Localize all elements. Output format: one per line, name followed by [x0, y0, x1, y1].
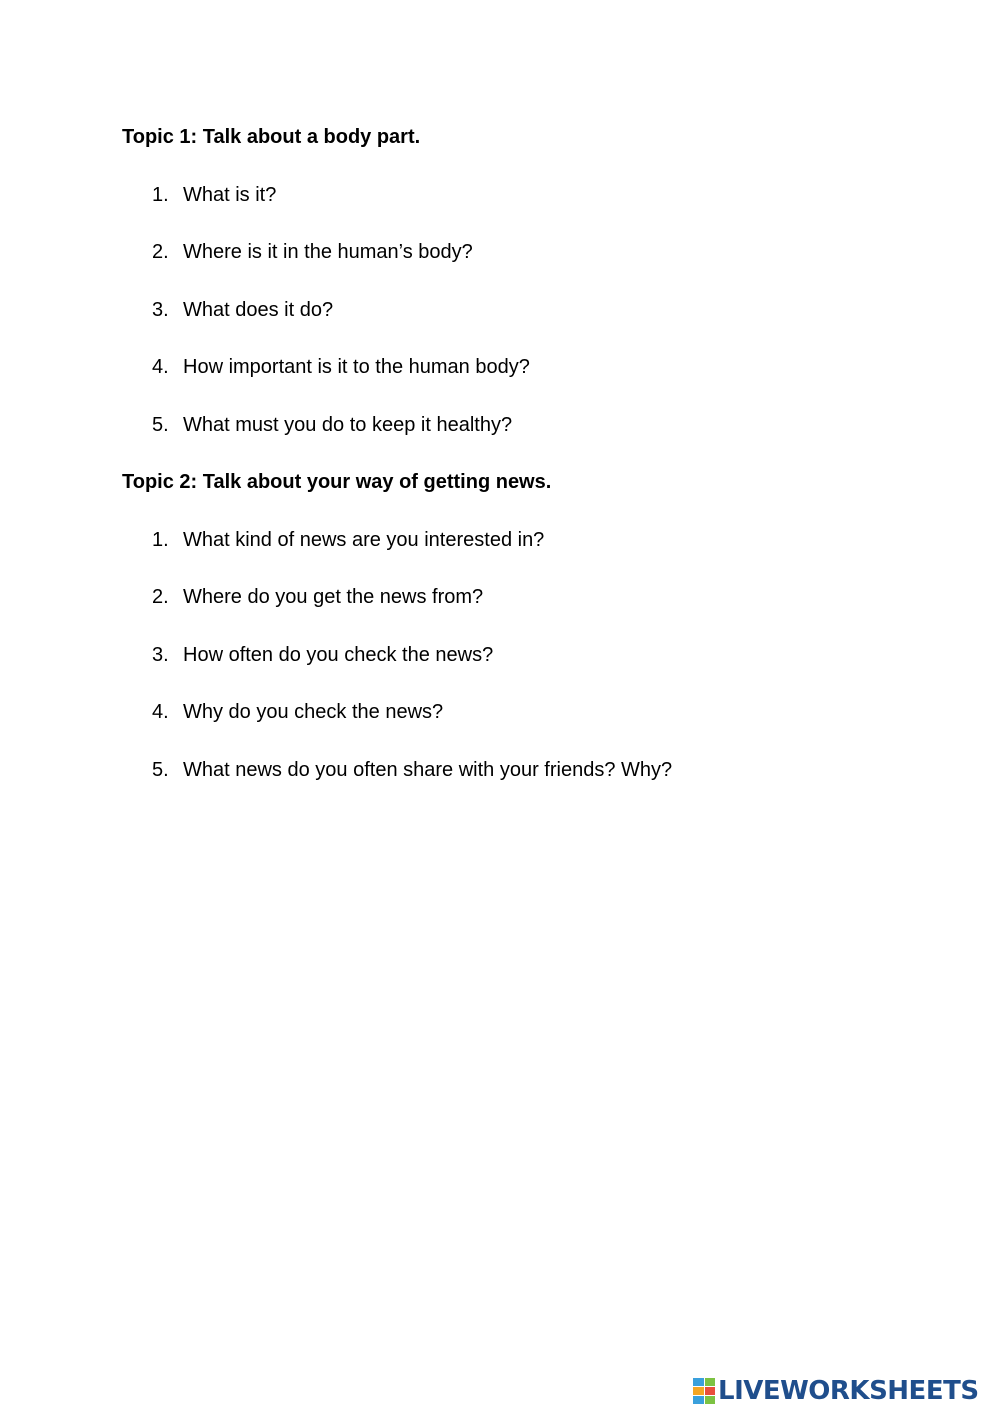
logo-mark-cell [693, 1387, 704, 1395]
logo-mark-icon [693, 1378, 715, 1404]
question-text: How often do you check the news? [183, 644, 494, 666]
question-text: What must you do to keep it healthy? [183, 414, 513, 436]
question-number: 5. [152, 759, 169, 781]
question-number: 2. [152, 586, 169, 608]
topic-2-question-1 [152, 528, 544, 552]
topic-1-question-4 [152, 355, 530, 379]
topic-1-question-1 [152, 183, 276, 207]
question-number: 1. [152, 184, 169, 206]
question-text: Where is it in the human’s body? [183, 241, 473, 263]
question-text: Where do you get the news from? [183, 586, 484, 608]
question-number: 1. [152, 529, 169, 551]
question-number: 5. [152, 414, 169, 436]
topic-1-question-5 [152, 413, 512, 437]
topic-2-question-5 [152, 758, 672, 782]
logo-mark-cell [705, 1387, 716, 1395]
topic-1-heading: Topic 1: Talk about a body part. [122, 126, 421, 148]
topic-2-question-4 [152, 700, 443, 724]
topic-1-question-3 [152, 298, 333, 322]
question-number: 3. [152, 644, 169, 666]
question-number: 2. [152, 241, 169, 263]
question-number: 4. [152, 356, 169, 378]
question-text: What is it? [183, 184, 277, 206]
logo-mark-cell [705, 1378, 716, 1386]
question-text: What news do you often share with your friends? Why? [183, 759, 673, 781]
question-text: How important is it to the human body? [183, 356, 530, 378]
question-number: 4. [152, 701, 169, 723]
question-number: 3. [152, 299, 169, 321]
topic-1-question-2 [152, 240, 473, 264]
topic-2-question-3 [152, 643, 493, 667]
logo-text: LIVEWORKSHEETS [718, 1376, 979, 1406]
question-text: Why do you check the news? [183, 701, 444, 723]
logo-mark-cell [693, 1378, 704, 1386]
question-text: What kind of news are you interested in? [183, 529, 545, 551]
logo-mark-cell [693, 1396, 704, 1404]
question-text: What does it do? [183, 299, 334, 321]
topic-2-question-2 [152, 585, 483, 609]
logo-mark-cell [705, 1396, 716, 1404]
liveworksheets-logo [693, 1374, 979, 1408]
topic-2-heading: Topic 2: Talk about your way of getting news. [122, 471, 552, 493]
